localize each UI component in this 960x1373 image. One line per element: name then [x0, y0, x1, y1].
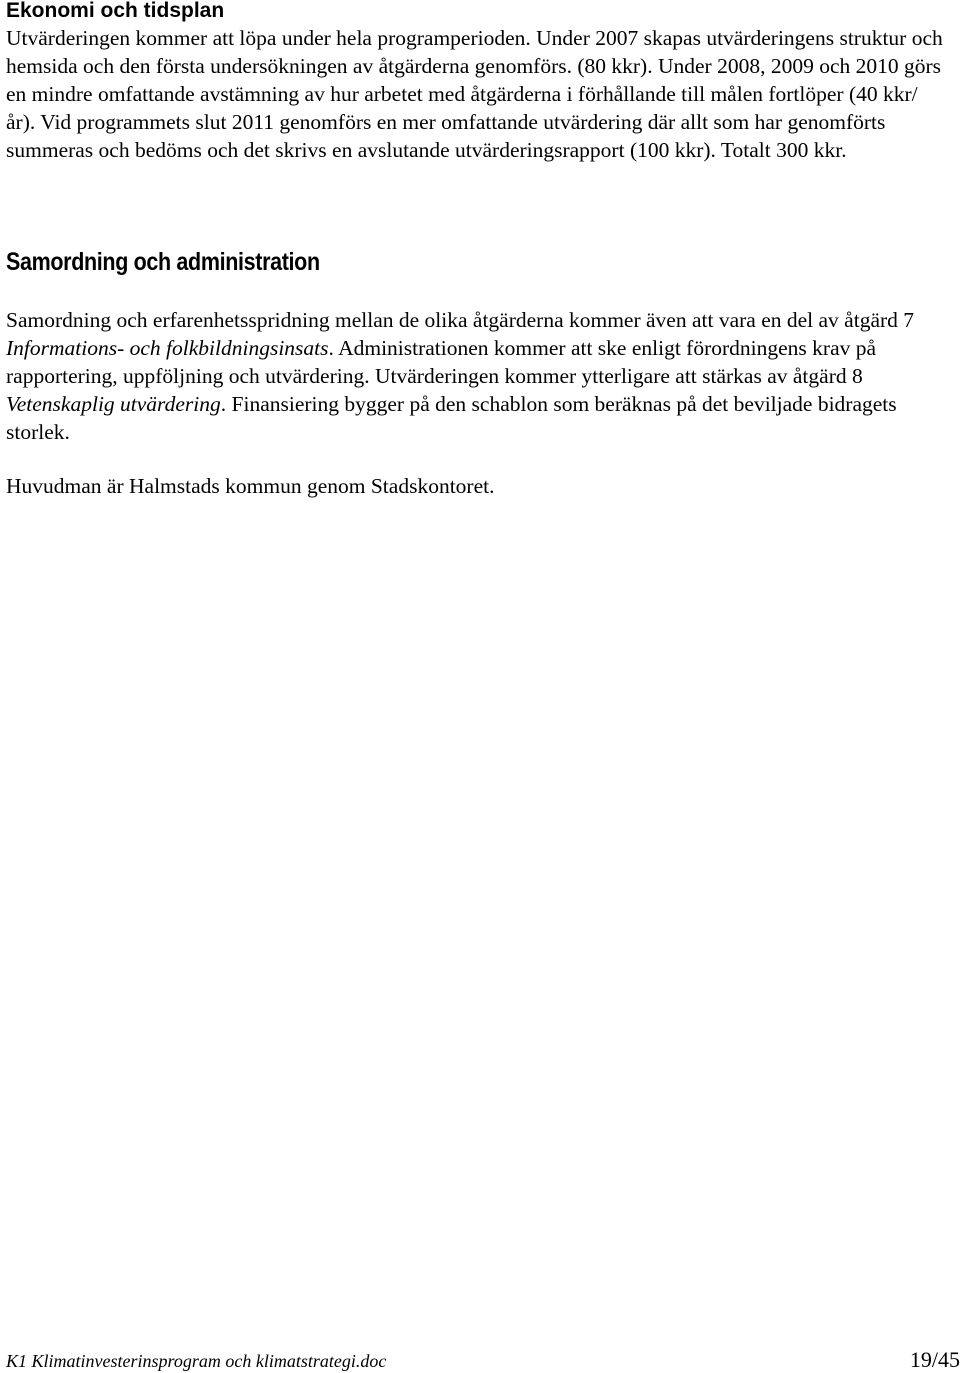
paragraph-text: . Finansiering bygger på den schablon som beräknas på det beviljade bidragets storlek.	[6, 392, 897, 444]
paragraph-huvudman: Huvudman är Halmstads kommun genom Stadskontoret.	[6, 474, 495, 498]
footer-document-name: K1 Klimatinvesterinsprogram och klimatstrategi.doc	[6, 1351, 387, 1371]
italic-measure-8: Vetenskaplig utvärdering	[6, 392, 221, 416]
section-heading-ekonomi: Ekonomi och tidsplan	[6, 0, 225, 22]
paragraph-samordning	[6, 306, 946, 446]
paragraph-text: Samordning och erfarenhetsspridning mellan de olika åtgärderna kommer även att vara en del av åtgärd 7	[6, 308, 915, 332]
paragraph-ekonomi: Utvärderingen kommer att löpa under hela programperioden. Under 2007 skapas utvärderingens struktur och hemsida och den första undersökningen av åtgärderna genomförs. (80 kkr). Under 2008, 2009 och 2010 görs en mindre omfattande avstämning av hur arbetet med åtgärderna i förhållande till målen fortlöper (40 kkr/år). Vid programmets slut 2011 genomförs en mer omfattande utvärdering där allt som har genomförts summeras och bedöms och det skrivs en avslutande utvärderingsrapport (100 kkr). Totalt 300 kkr.	[6, 26, 943, 162]
paragraph-text: . Administrationen kommer att ske enligt förordningens krav på rapportering, uppföljning och utvärdering. Utvärderingen kommer ytterligare att stärkas av åtgärd 8	[6, 336, 877, 388]
section-heading-samordning: Samordning och administration	[6, 248, 320, 276]
italic-measure-7: Informations- och folkbildningsinsats	[6, 336, 329, 360]
footer-page-number: 19/45	[909, 1347, 960, 1372]
